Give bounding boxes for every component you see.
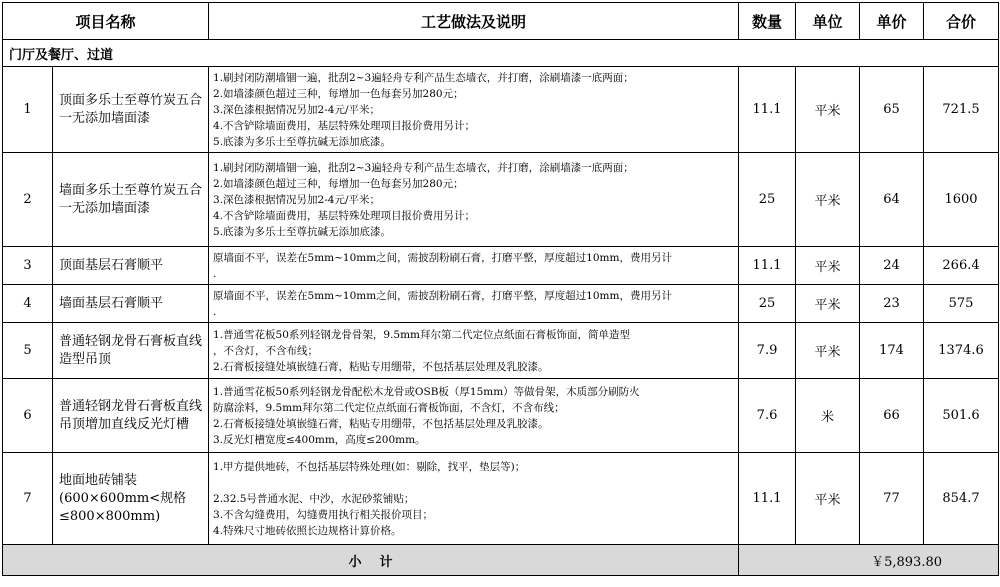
header-unit-price: 单价 <box>860 3 924 40</box>
row-total: 854.7 <box>924 453 999 545</box>
row-index: 4 <box>3 285 53 323</box>
row-total: 266.4 <box>924 247 999 285</box>
row-unit: 平米 <box>796 153 860 247</box>
header-total: 合价 <box>924 3 999 40</box>
row-item-name: 墙面基层石膏顺平 <box>53 285 209 323</box>
row-quantity: 25 <box>739 285 796 323</box>
header-unit: 单位 <box>796 3 860 40</box>
row-description: 1.普通雪花板50系列轻钢龙骨骨架，9.5mm拜尔第二代定位点纸面石膏板饰面，简单造型 ，不含灯，不含布线； 2.石膏板接缝处填嵌缝石膏，粘贴专用绷带，不包括基层处理及乳胶漆。 <box>209 323 739 379</box>
row-description: 1.普通雪花板50系列轻钢龙骨配松木龙骨或OSB板（厚15mm）等做骨架，木质部分刷防火 防腐涂料，9.5mm拜尔第二代定位点纸面石膏板饰面，不含灯，不含布线； 2.石膏板接缝处填嵌缝石膏，粘贴专用绷带，不包括基层处理及乳胶漆。 3.反光灯槽宽度≤400mm，高度≤200mm。 <box>209 379 739 453</box>
row-description: 1.刷封闭防潮墙锢一遍，批刮2~3遍轻舟专利产品生态墙衣，并打磨，涂刷墙漆一底两面； 2.如墙漆颜色超过三种，每增加一色每套另加280元； 3.深色漆根据情况另加2-4元/平米； 4.不含铲除墙面费用，基层特殊处理项目报价费用另计； 5.底漆为多乐士至尊抗碱无添加底漆。 <box>209 153 739 247</box>
row-index: 5 <box>3 323 53 379</box>
row-total: 501.6 <box>924 379 999 453</box>
subtotal-row <box>3 545 999 576</box>
table-header <box>3 3 999 40</box>
row-item-name: 普通轻钢龙骨石膏板直线吊顶增加直线反光灯槽 <box>53 379 209 453</box>
row-description: 1.甲方提供地砖，不包括基层特殊处理(如：剔除，找平，垫层等)； 2.32.5号普通水泥、中沙，水泥砂浆铺贴； 3.不含勾缝费用，勾缝费用执行相关报价项目； 4.特殊尺寸地砖依照长边规格计算价格。 <box>209 453 739 545</box>
row-index: 1 <box>3 67 53 153</box>
row-unit: 平米 <box>796 323 860 379</box>
row-unit-price: 64 <box>860 153 924 247</box>
row-unit-price: 65 <box>860 67 924 153</box>
row-item-name: 顶面基层石膏顺平 <box>53 247 209 285</box>
row-item-name: 顶面多乐士至尊竹炭五合一无添加墙面漆 <box>53 67 209 153</box>
row-total: 1600 <box>924 153 999 247</box>
table-row <box>3 285 999 323</box>
header-process: 工艺做法及说明 <box>209 3 739 40</box>
row-unit: 平米 <box>796 67 860 153</box>
row-item-name: 地面地砖铺装(600×600mm<规格≤800×800mm) <box>53 453 209 545</box>
row-quantity: 11.1 <box>739 247 796 285</box>
row-quantity: 7.9 <box>739 323 796 379</box>
row-quantity: 7.6 <box>739 379 796 453</box>
header-quantity: 数量 <box>739 3 796 40</box>
row-item-name: 墙面多乐士至尊竹炭五合一无添加墙面漆 <box>53 153 209 247</box>
row-unit-price: 24 <box>860 247 924 285</box>
row-item-name: 普通轻钢龙骨石膏板直线造型吊顶 <box>53 323 209 379</box>
row-unit-price: 23 <box>860 285 924 323</box>
row-unit: 平米 <box>796 247 860 285</box>
table-row <box>3 379 999 453</box>
row-unit: 米 <box>796 379 860 453</box>
table-row <box>3 67 999 153</box>
section-row <box>3 40 999 67</box>
subtotal-label: 小 计 <box>3 545 739 576</box>
row-description: 原墙面不平，误差在5mm~10mm之间，需披刮粉刷石膏，打磨平整，厚度超过10mm，费用另计 . <box>209 247 739 285</box>
table-row <box>3 247 999 285</box>
table-row <box>3 153 999 247</box>
row-unit-price: 66 <box>860 379 924 453</box>
row-quantity: 11.1 <box>739 67 796 153</box>
subtotal-value: ￥5,893.80 <box>739 545 999 576</box>
row-description: 原墙面不平，误差在5mm~10mm之间，需披刮粉刷石膏，打磨平整，厚度超过10mm，费用另计 . <box>209 285 739 323</box>
row-unit: 平米 <box>796 453 860 545</box>
row-unit: 平米 <box>796 285 860 323</box>
row-index: 3 <box>3 247 53 285</box>
row-unit-price: 174 <box>860 323 924 379</box>
row-index: 2 <box>3 153 53 247</box>
row-total: 1374.6 <box>924 323 999 379</box>
row-description: 1.刷封闭防潮墙锢一遍，批刮2~3遍轻舟专利产品生态墙衣，并打磨，涂刷墙漆一底两面； 2.如墙漆颜色超过三种，每增加一色每套另加280元； 3.深色漆根据情况另加2-4元/平米； 4.不含铲除墙面费用，基层特殊处理项目报价费用另计； 5.底漆为多乐士至尊抗碱无添加底漆。 <box>209 67 739 153</box>
table-row <box>3 453 999 545</box>
row-unit-price: 77 <box>860 453 924 545</box>
row-index: 7 <box>3 453 53 545</box>
row-quantity: 25 <box>739 153 796 247</box>
row-quantity: 11.1 <box>739 453 796 545</box>
row-total: 721.5 <box>924 67 999 153</box>
header-item-name: 项目名称 <box>3 3 209 40</box>
quote-table <box>2 2 999 576</box>
section-title: 门厅及餐厅、过道 <box>3 40 999 67</box>
table-row <box>3 323 999 379</box>
row-total: 575 <box>924 285 999 323</box>
row-index: 6 <box>3 379 53 453</box>
